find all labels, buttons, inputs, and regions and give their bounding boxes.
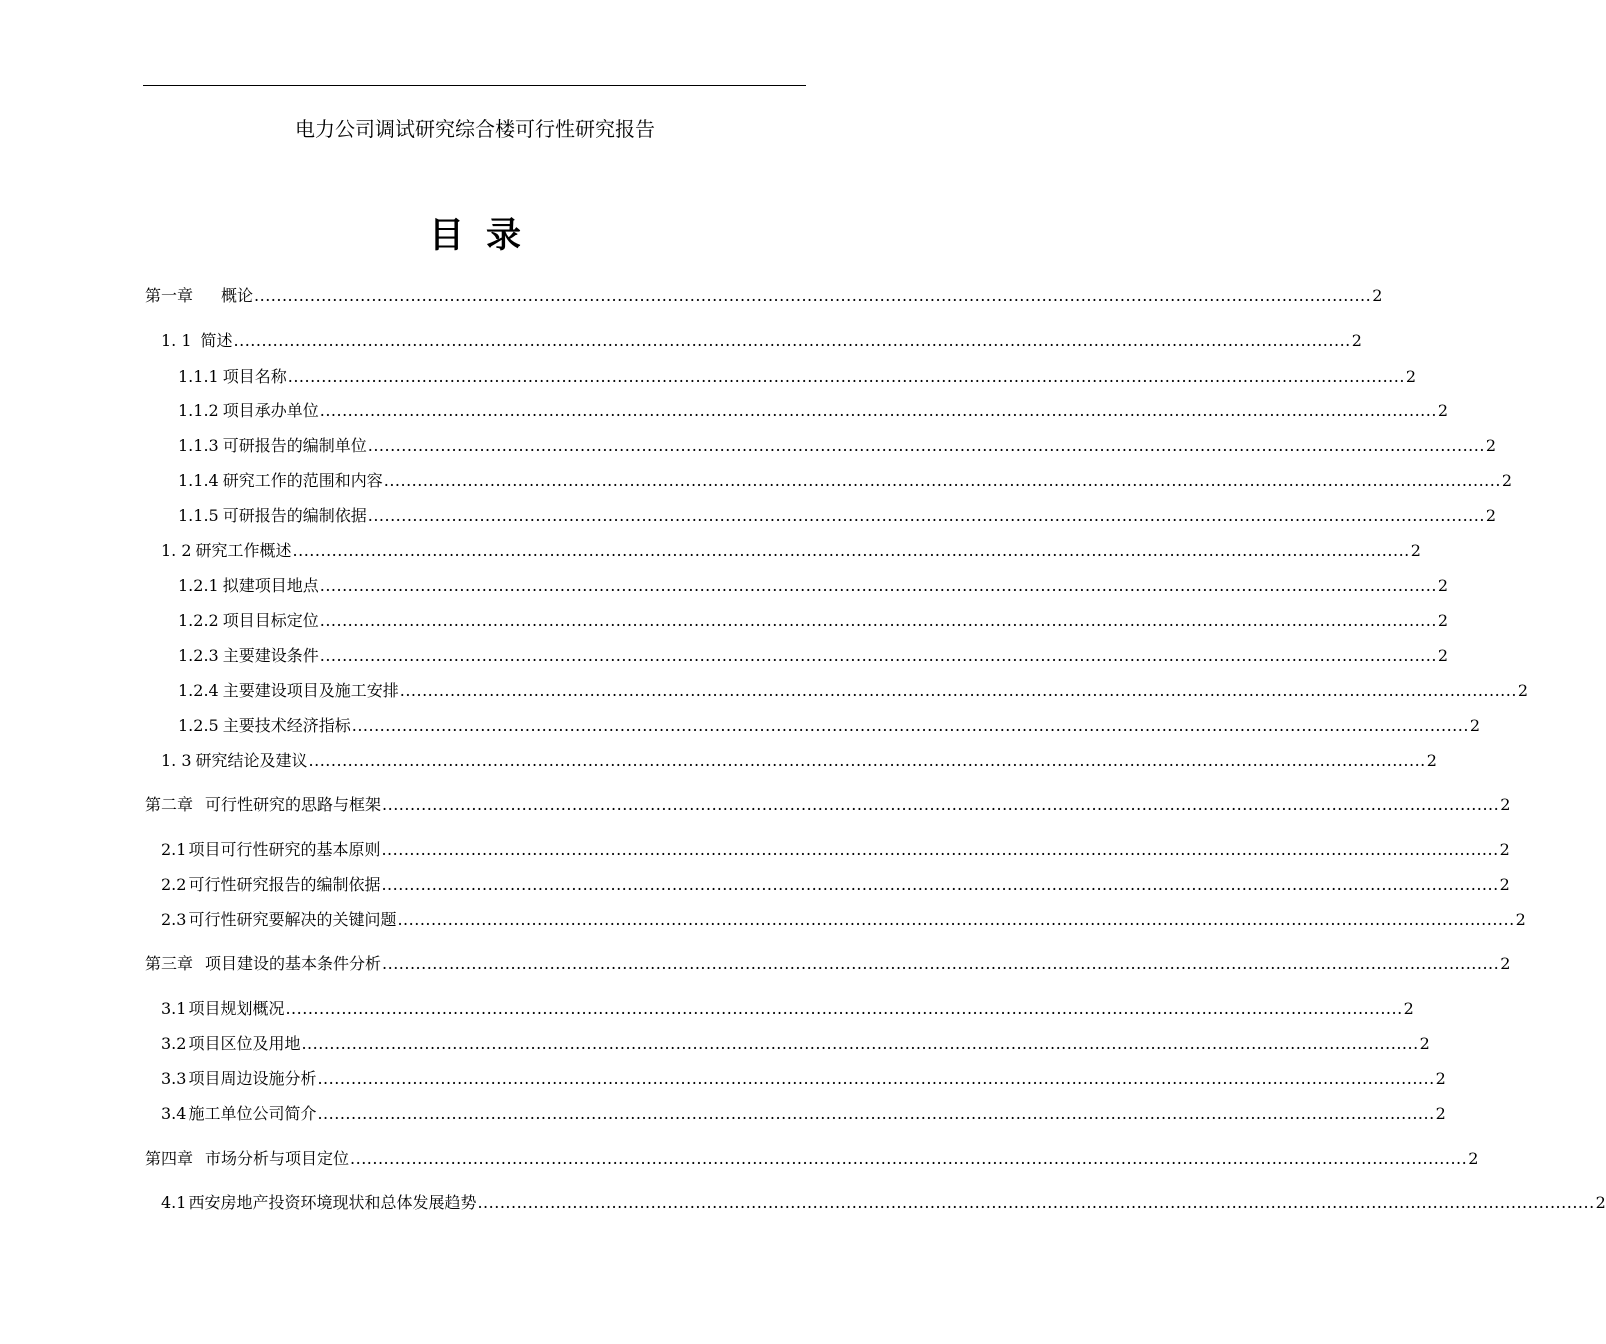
toc-entry-label: 项目名称 xyxy=(222,367,287,386)
toc-entry-page-number: 2 xyxy=(1435,1104,1446,1123)
toc-entry-label: 主要建设项目及施工安排 xyxy=(222,681,399,700)
toc-entry-label: 施工单位公司简介 xyxy=(188,1104,317,1123)
toc-entry-number: 1.2.4 xyxy=(178,681,219,700)
toc-entry-number: 3.1 xyxy=(161,999,187,1018)
toc-dot-leader: ........................................................................................................................................................................................................ xyxy=(477,1193,1595,1212)
toc-entry-page-number: 2 xyxy=(1468,1149,1479,1168)
document-title: 电力公司调试研究综合楼可行性研究报告 xyxy=(295,117,655,141)
toc-dot-leader: ........................................................................................................................................................................................................ xyxy=(367,436,1485,455)
toc-dot-leader: ........................................................................................................................................................................................................ xyxy=(301,1034,1419,1053)
toc-entry-label: 西安房地产投资环境现状和总体发展趋势 xyxy=(188,1193,477,1212)
header-rule xyxy=(143,85,806,86)
toc-entry[interactable] xyxy=(145,953,1511,975)
toc-entry-label: 研究工作的范围和内容 xyxy=(222,471,383,490)
toc-dot-leader: ........................................................................................................................................................................................................ xyxy=(317,1069,1435,1088)
toc-entry-number: 1.2.2 xyxy=(178,611,219,630)
toc-entry[interactable] xyxy=(145,285,1383,307)
toc-entry-label: 可行性研究要解决的关键问题 xyxy=(188,910,397,929)
toc-entry-number: 1.1.1 xyxy=(178,367,219,386)
toc-dot-leader: ........................................................................................................................................................................................................ xyxy=(383,471,1501,490)
toc-dot-leader: ........................................................................................................................................................................................................ xyxy=(397,910,1515,929)
toc-entry-number: 第三章 xyxy=(145,954,194,973)
toc-entry-number: 1.2.1 xyxy=(178,576,219,595)
toc-entry-label: 研究工作概述 xyxy=(195,541,292,560)
toc-entry-number: 1. 2 xyxy=(161,541,192,560)
toc-dot-leader: ........................................................................................................................................................................................................ xyxy=(233,331,1351,350)
toc-entry[interactable] xyxy=(178,645,1449,667)
toc-entry-number: 1.2.3 xyxy=(178,646,219,665)
toc-entry-page-number: 2 xyxy=(1485,506,1497,525)
toc-entry[interactable] xyxy=(161,874,1510,896)
toc-dot-leader: ........................................................................................................................................................................................................ xyxy=(367,506,1485,525)
toc-dot-leader: ........................................................................................................................................................................................................ xyxy=(382,795,1500,814)
toc-dot-leader: ........................................................................................................................................................................................................ xyxy=(319,646,1437,665)
toc-entry-page-number: 2 xyxy=(1419,1034,1430,1053)
toc-entry-number: 1.1.3 xyxy=(178,436,219,455)
toc-dot-leader: ........................................................................................................................................................................................................ xyxy=(319,401,1437,420)
toc-entry-number: 1.1.5 xyxy=(178,506,219,525)
toc-entry-number: 3.4 xyxy=(161,1104,187,1123)
toc-entry-page-number: 2 xyxy=(1485,436,1497,455)
toc-dot-leader: ........................................................................................................................................................................................................ xyxy=(308,751,1426,770)
toc-entry-number: 2.1 xyxy=(161,840,187,859)
toc-entry-page-number: 2 xyxy=(1437,646,1449,665)
toc-entry[interactable] xyxy=(178,680,1529,702)
toc-entry-number: 1.2.5 xyxy=(178,716,219,735)
toc-dot-leader: ........................................................................................................................................................................................................ xyxy=(254,286,1372,305)
toc-entry[interactable] xyxy=(161,998,1414,1020)
toc-entry[interactable] xyxy=(161,1068,1446,1090)
toc-entry-number: 2.3 xyxy=(161,910,187,929)
toc-entry-page-number: 2 xyxy=(1469,716,1481,735)
toc-entry-number: 3.2 xyxy=(161,1034,187,1053)
toc-dot-leader: ........................................................................................................................................................................................................ xyxy=(319,576,1437,595)
toc-dot-leader: ........................................................................................................................................................................................................ xyxy=(350,1149,1468,1168)
toc-entry-page-number: 2 xyxy=(1437,401,1449,420)
toc-entry-page-number: 2 xyxy=(1351,331,1362,350)
toc-entry-page-number: 2 xyxy=(1499,840,1510,859)
toc-heading: 目录 xyxy=(428,215,543,256)
toc-entry-number: 第一章 xyxy=(145,286,194,305)
toc-entry-label: 拟建项目地点 xyxy=(222,576,319,595)
toc-entry-label: 项目区位及用地 xyxy=(188,1034,301,1053)
toc-entry-page-number: 2 xyxy=(1437,576,1449,595)
toc-dot-leader: ........................................................................................................................................................................................................ xyxy=(351,716,1469,735)
toc-entry-page-number: 2 xyxy=(1435,1069,1446,1088)
toc-entry-label: 项目承办单位 xyxy=(222,401,319,420)
toc-dot-leader: ........................................................................................................................................................................................................ xyxy=(319,611,1437,630)
toc-entry-number: 2.2 xyxy=(161,875,187,894)
toc-dot-leader: ........................................................................................................................................................................................................ xyxy=(382,954,1500,973)
toc-entry-number: 1. 1 xyxy=(161,331,192,350)
toc-entry-page-number: 2 xyxy=(1437,611,1449,630)
toc-entry[interactable] xyxy=(178,400,1449,422)
toc-entry-number: 第二章 xyxy=(145,795,194,814)
toc-entry-number: 1.1.2 xyxy=(178,401,219,420)
toc-entry-page-number: 2 xyxy=(1372,286,1383,305)
toc-entry-label: 主要建设条件 xyxy=(222,646,319,665)
toc-entry[interactable] xyxy=(178,435,1497,457)
toc-entry-number: 3.3 xyxy=(161,1069,187,1088)
toc-entry-label: 研究结论及建议 xyxy=(195,751,308,770)
toc-dot-leader: ........................................................................................................................................................................................................ xyxy=(285,999,1403,1018)
toc-entry-page-number: 2 xyxy=(1405,367,1417,386)
toc-entry-label: 可行性研究报告的编制依据 xyxy=(188,875,381,894)
toc-entry[interactable] xyxy=(178,505,1497,527)
toc-entry-label: 简述 xyxy=(200,331,233,350)
toc-entry[interactable] xyxy=(161,1033,1430,1055)
toc-entry-page-number: 2 xyxy=(1595,1193,1606,1212)
toc-entry-page-number: 2 xyxy=(1517,681,1529,700)
toc-dot-leader: ........................................................................................................................................................................................................ xyxy=(287,367,1405,386)
toc-entry[interactable] xyxy=(178,715,1481,737)
toc-entry-label: 项目建设的基本条件分析 xyxy=(205,954,382,973)
toc-entry-number: 1. 3 xyxy=(161,751,192,770)
toc-entry-page-number: 2 xyxy=(1499,875,1510,894)
toc-entry[interactable] xyxy=(161,1192,1606,1214)
toc-entry[interactable] xyxy=(145,794,1511,816)
toc-entry-page-number: 2 xyxy=(1515,910,1526,929)
toc-dot-leader: ........................................................................................................................................................................................................ xyxy=(381,875,1499,894)
toc-entry-page-number: 2 xyxy=(1500,795,1511,814)
toc-entry[interactable] xyxy=(161,330,1362,352)
toc-entry[interactable] xyxy=(178,575,1449,597)
toc-entry[interactable] xyxy=(161,839,1510,861)
toc-entry-page-number: 2 xyxy=(1501,471,1513,490)
toc-entry[interactable] xyxy=(161,750,1437,772)
toc-entry-label: 概论 xyxy=(221,286,254,305)
toc-entry[interactable] xyxy=(161,540,1421,562)
toc-entry-page-number: 2 xyxy=(1410,541,1421,560)
toc-entry-page-number: 2 xyxy=(1426,751,1437,770)
toc-entry-number: 4.1 xyxy=(161,1193,187,1212)
toc-entry-label: 主要技术经济指标 xyxy=(222,716,351,735)
toc-entry-label: 可行性研究的思路与框架 xyxy=(205,795,382,814)
toc-entry[interactable] xyxy=(178,470,1513,492)
toc-entry-label: 项目目标定位 xyxy=(222,611,319,630)
toc-entry[interactable] xyxy=(178,610,1449,632)
toc-entry[interactable] xyxy=(161,1103,1446,1125)
toc-entry-label: 市场分析与项目定位 xyxy=(205,1149,350,1168)
toc-entry-page-number: 2 xyxy=(1403,999,1414,1018)
toc-entry-number: 1.1.4 xyxy=(178,471,219,490)
toc-dot-leader: ........................................................................................................................................................................................................ xyxy=(399,681,1517,700)
toc-entry-number: 第四章 xyxy=(145,1149,194,1168)
toc-dot-leader: ........................................................................................................................................................................................................ xyxy=(292,541,1410,560)
toc-entry-label: 可研报告的编制依据 xyxy=(222,506,367,525)
toc-entry-label: 可研报告的编制单位 xyxy=(222,436,367,455)
toc-entry-page-number: 2 xyxy=(1500,954,1511,973)
toc-entry-label: 项目可行性研究的基本原则 xyxy=(188,840,381,859)
toc-entry[interactable] xyxy=(161,909,1526,931)
toc-dot-leader: ........................................................................................................................................................................................................ xyxy=(381,840,1499,859)
toc-dot-leader: ........................................................................................................................................................................................................ xyxy=(317,1104,1435,1123)
toc-entry-label: 项目规划概况 xyxy=(188,999,285,1018)
toc-entry-label: 项目周边设施分析 xyxy=(188,1069,317,1088)
toc-entry[interactable] xyxy=(145,1148,1479,1170)
toc-entry[interactable] xyxy=(178,366,1417,388)
